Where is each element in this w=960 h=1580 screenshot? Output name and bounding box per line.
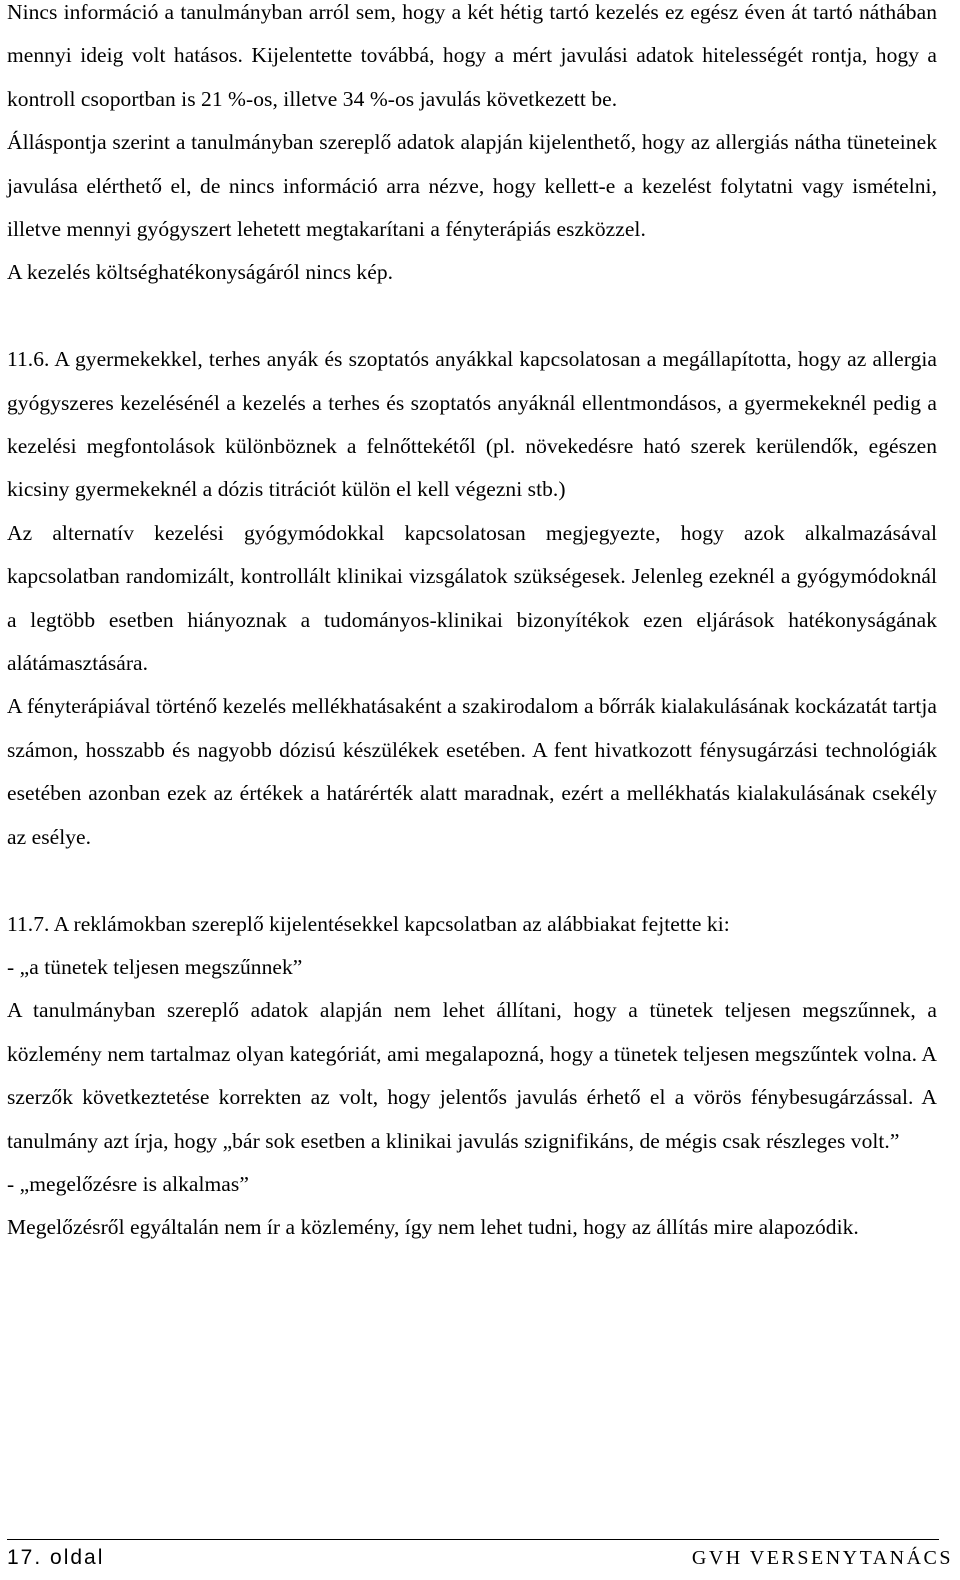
paragraph-alternative: Az alternatív kezelési gyógymódokkal kapcsolatosan megjegyezte, hogy azok alkalmazásával kapcsolatban randomizált, kontrollált klinikai vizsgálatok szükségesek. Jelenleg ezeknél a gyógymódoknál a legtöbb esetben hiányoznak a tudományos-klinikai bizonyítékok ezen eljárások hatékonyságának alátámasztására. bbox=[7, 520, 937, 676]
paragraph-intro: Nincs információ a tanulmányban arról sem, hogy a két hétig tartó kezelés ez egész éven át tartó náthában mennyi ideig volt hatásos. Kijelentette továbbá, hogy a mért javulási adatok hitelességét rontja, hogy a kontroll csoportban is 21 %-os, illetve 34 %-os javulás következett be. bbox=[7, 0, 937, 111]
quote-prevention: - „megelőzésre is alkalmas” bbox=[7, 1171, 249, 1196]
paragraph-section-11-6: 11.6. A gyermekekkel, terhes anyák és szoptatós anyákkal kapcsolatosan a megállapította, hogy az allergia gyógyszeres kezelésénél a kezelés a terhes és szoptatós anyáknál ellentmondásos, a gyermekeknél pedig a kezelési megfontolások különböznek a felnőttekétől (pl. növekedésre ható szerek kerülendők, egészen kicsiny gyermekeknél a dózis titrációt külön el kell végezni stb.) bbox=[7, 347, 937, 502]
paragraph-side-effects: A fényterápiával történő kezelés mellékhatásaként a szakirodalom a bőrrák kialakulásának kockázatát tartja számon, hosszabb és nagyobb dózisú készülékek esetében. A fent hivatkozott fénysugárzási technológiák esetében azonban ezek az értékek a határérték alatt maradnak, ezért a mellékhatás kialakulásának csekély az esélye. bbox=[7, 694, 937, 849]
paragraph-prevention-analysis: Megelőzésről egyáltalán nem ír a közlemény, így nem lehet tudni, hogy az állítás mire alapozódik. bbox=[7, 1215, 859, 1240]
paragraph-cost: A kezelés költséghatékonyságáról nincs kép. bbox=[7, 260, 394, 285]
footer-divider bbox=[7, 1539, 939, 1540]
spacer bbox=[7, 859, 937, 902]
publisher-name: GVH VERSENYTANÁCS bbox=[691, 1547, 953, 1569]
page-footer bbox=[7, 1545, 953, 1571]
page-number: 17. oldal bbox=[7, 1546, 105, 1569]
spacer bbox=[7, 295, 937, 338]
paragraph-section-11-7: 11.7. A reklámokban szereplő kijelentésekkel kapcsolatban az alábbiakat fejtette ki: bbox=[7, 911, 730, 936]
document-page bbox=[7, 0, 937, 1250]
paragraph-opinion: Álláspontja szerint a tanulmányban szereplő adatok alapján kijelenthető, hogy az allergiás nátha tüneteinek javulása elérthető el, de nincs információ arra nézve, hogy kellett-e a kezelést folytatni vagy ismételni, illetve mennyi gyógyszert lehetett megtakarítani a fényterápiás eszközzel. bbox=[7, 130, 937, 242]
paragraph-symptoms-analysis: A tanulmányban szereplő adatok alapján nem lehet állítani, hogy a tünetek teljesen megszűnnek, a közlemény nem tartalmaz olyan kategóriát, ami megalapozná, hogy a tünetek teljesen megszűntek volna. A szerzők következtetése korrekten az volt, hogy jelentős javulás érhető el a vörös fénybesugárzással. A tanulmány azt írja, hogy „bár sok esetben a klinikai javulás szignifikáns, de mégis csak részleges volt.” bbox=[7, 998, 937, 1153]
quote-symptoms: - „a tünetek teljesen megszűnnek” bbox=[7, 954, 303, 979]
